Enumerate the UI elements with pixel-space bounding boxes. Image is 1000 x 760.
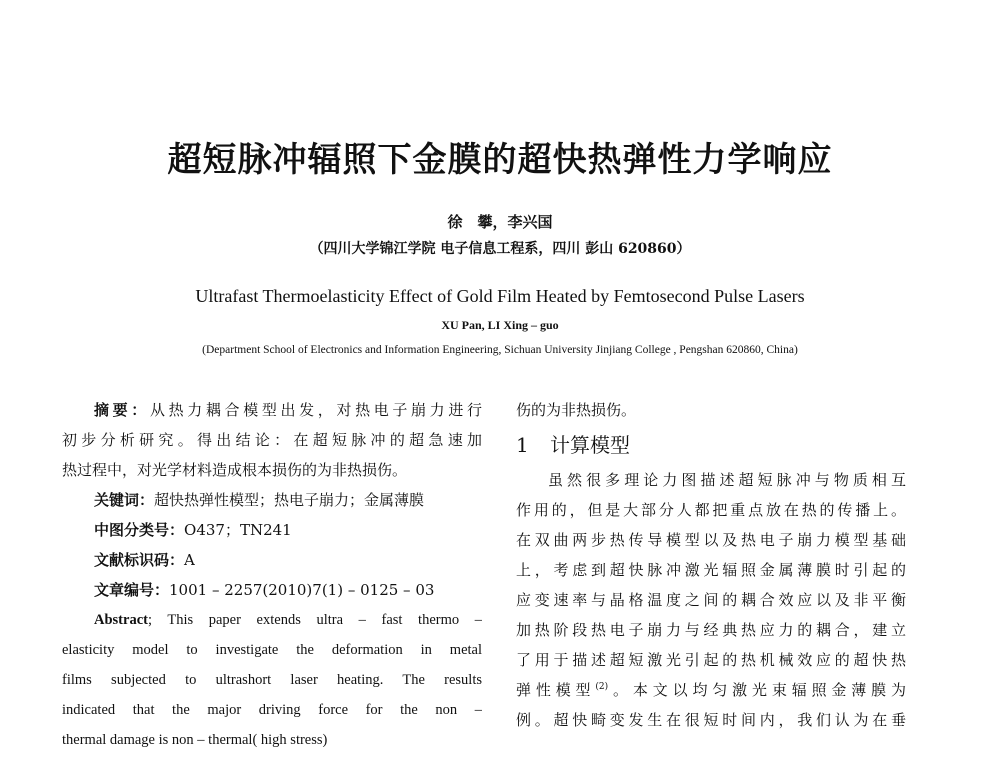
affiliation-en: (Department School of Electronics and Information Engineering, Sichuan University Jinjiang College , Pengshan 620860, China) <box>202 344 798 356</box>
abstract-en-line-3: films subjected to ultrashort laser heating. The results <box>62 672 482 688</box>
paragraph-line-3: 在双曲两步热传导模型以及热电子崩力模型基础 <box>516 531 906 549</box>
paragraph-line-8a: 弹性模型 <box>516 681 596 699</box>
paragraph-line-9: 例。超快畸变发生在很短时间内，我们认为在垂 <box>516 711 906 729</box>
affiliation-cn: （四川大学锦江学院 电子信息工程系，四川 彭山 620860） <box>309 241 691 257</box>
doc-code-value: A <box>184 551 195 569</box>
clc-line <box>62 515 482 545</box>
clc-label: 中图分类号： <box>94 521 185 539</box>
paragraph-line-1: 虽然很多理论力图描述超短脉冲与物质相互 <box>548 471 906 489</box>
paper-title-cn: 超短脉冲辐照下金膜的超快热弹性力学响应 <box>167 140 833 180</box>
paragraph-line-5: 应变速率与晶格温度之间的耦合效应以及非平衡 <box>516 591 906 609</box>
section-1-heading <box>516 425 906 465</box>
paper-title-en: Ultrafast Thermoelasticity Effect of Gold Film Heated by Femtosecond Pulse Lasers <box>195 286 805 306</box>
abstract-cn-line-2: 初步分析研究。得出结论：在超短脉冲的超急速加 <box>62 431 482 449</box>
continuation-line: 伤的为非热损伤。 <box>516 401 637 419</box>
keywords-value: 超快热弹性模型；热电子崩力；金属薄膜 <box>154 491 425 509</box>
paragraph-line-4: 上，考虑到超快脉冲激光辐照金属薄膜时引起的 <box>516 561 906 579</box>
paragraph-line-6: 加热阶段热电子崩力与经典热应力的耦合，建立 <box>516 621 906 639</box>
abstract-cn-line-3: 热过程中，对光学材料造成根本损伤的为非热损伤。 <box>62 461 408 479</box>
abstract-en-label: Abstract <box>94 612 148 628</box>
section-1-title: 计算模型 <box>550 433 630 457</box>
authors-en: XU Pan, LI Xing – guo <box>441 318 559 332</box>
paragraph-line-2: 作用的，但是大部分人都把重点放在热的传播上。 <box>516 501 906 519</box>
citation-ref-2: (2) <box>595 682 609 692</box>
authors-cn: 徐 攀，李兴国 <box>447 213 553 231</box>
doc-code-line <box>62 545 482 575</box>
right-column <box>516 395 906 735</box>
clc-value: O437；TN241 <box>184 521 292 539</box>
abstract-en-line-2: elasticity model to investigate the deformation in metal <box>62 642 482 658</box>
abstract-en-text-1: ; This paper extends ultra – fast thermo – <box>147 612 482 628</box>
keywords-line <box>62 485 482 515</box>
paragraph-line-7: 了用于描述超短激光引起的热机械效应的超快热 <box>516 651 906 669</box>
abstract-en-line-1 <box>62 605 482 635</box>
article-no-line <box>62 575 482 605</box>
abstract-cn-text-1: 从热力耦合模型出发，对热电子崩力进行 <box>149 401 482 419</box>
section-1-number: 1 <box>516 433 529 457</box>
article-no-label: 文章编号： <box>94 581 170 599</box>
paragraph-line-8b: 。本文以均匀激光束辐照金薄膜为 <box>608 681 906 699</box>
abstract-cn-line-1 <box>62 395 482 425</box>
paragraph-line-8 <box>516 675 906 705</box>
doc-code-label: 文献标识码： <box>94 551 185 569</box>
keywords-label: 关键词： <box>94 491 155 509</box>
article-no-value: 1001 – 2257(2010)7(1) – 0125 – 03 <box>169 581 435 599</box>
abstract-cn-label: 摘要： <box>94 401 150 419</box>
abstract-en-line-4: indicated that the major driving force for the non – <box>62 702 482 718</box>
abstract-en-line-5: thermal damage is non – thermal( high stress) <box>62 732 328 748</box>
left-column <box>62 395 482 755</box>
